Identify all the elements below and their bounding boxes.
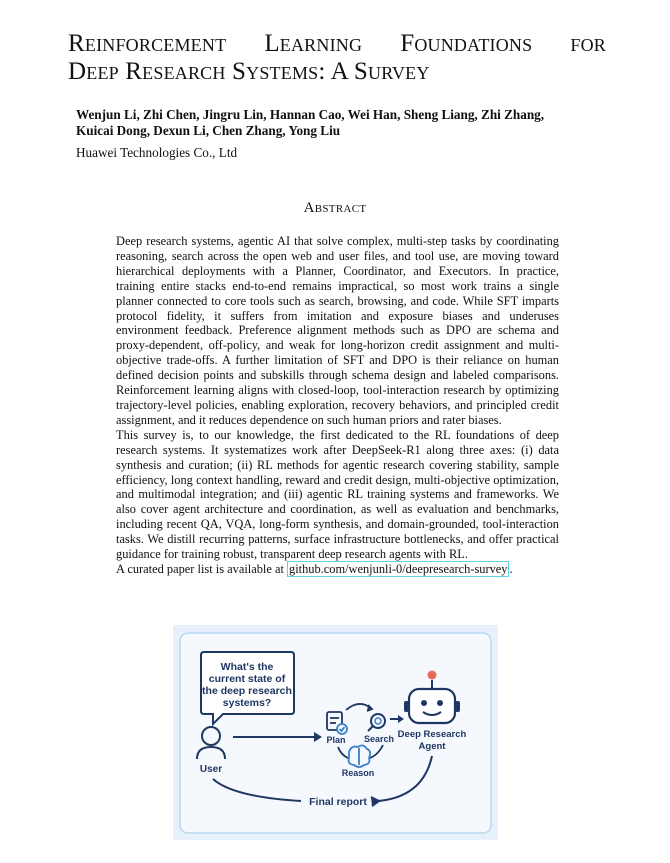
paper-title xyxy=(68,30,606,86)
final-report-label: Final report xyxy=(309,796,367,808)
user-label: User xyxy=(199,764,223,775)
title-word: Reinforcement xyxy=(68,30,227,57)
title-word: Learning xyxy=(264,30,363,57)
abstract-body xyxy=(116,234,559,577)
overview-figure-svg xyxy=(173,625,498,840)
title-word: for xyxy=(570,30,606,57)
abstract-paragraph-3 xyxy=(116,562,559,577)
agent-label-1: Deep Research xyxy=(397,729,467,740)
question-bubble xyxy=(201,652,294,724)
bubble-text-1: What's the xyxy=(220,661,274,673)
search-label: Search xyxy=(363,734,395,744)
plan-label: Plan xyxy=(326,735,346,745)
reason-label: Reason xyxy=(341,768,375,778)
repo-suffix: . xyxy=(509,561,513,576)
author-list xyxy=(76,107,566,139)
title-word: Foundations xyxy=(400,30,533,57)
title-line-1 xyxy=(68,30,606,58)
authors-line-2: Kuicai Dong, Dexun Li, Chen Zhang, Yong Liu xyxy=(76,123,341,138)
affiliation: Huawei Technologies Co., Ltd xyxy=(76,145,238,160)
bubble-text-3: the deep research xyxy=(202,685,292,697)
abstract-heading: Abstract xyxy=(303,200,367,216)
abstract-paragraph-1: Deep research systems, agentic AI that solve complex, multi-step tasks by coordinating reasoning, search across the open web and user files, and tool use, are moving toward hierarchical deployments with a Planner, Coordinator, and Executors. In practice, training entire stacks end-to-end remains impractical, so most work trains a single planner connected to core tools such as search, browsing, and code. While SFT imparts protocol fidelity, it suffers from imitation and exposure biases and underuses environment feedback. Preference alignment methods such as DPO are schema and proxy-dependent, off-policy, and weak for long-horizon credit assignment and multi-objective trade-offs. A further limitation of SFT and DPO is their reliance on human defined decision points and subskills through schema design and labeled comparisons. Reinforcement learning aligns with closed-loop, tool-interaction research by optimizing trajectory-level policies, enabling exploration, recovery behaviors, and principled credit assignment, and it reduces dependence on such human priors and rater biases. xyxy=(116,234,559,427)
repo-link[interactable]: github.com/wenjunli-0/deepresearch-survey xyxy=(289,561,508,576)
abstract-paragraph-2: This survey is, to our knowledge, the first dedicated to the RL foundations of deep research systems. It systematizes work after DeepSeek-R1 along three axes: (i) data synthesis and curation; (ii) RL methods for agentic research covering stability, sample efficiency, long context handling, reward and credit design, multi-objective optimization, and multimodal integration; and (iii) agentic RL training systems and frameworks. We also cover agent architecture and coordination, as well as evaluation and benchmarks, including recent QA, VQA, long-form synthesis, and domain-grounded, tool-interaction tasks. We distill recurring patterns, surface infrastructure bottlenecks, and offer practical guidance for training robust, transparent deep research agents with RL. xyxy=(116,427,559,562)
bubble-text-2: current state of xyxy=(208,673,286,685)
title-line-2: Deep Research Systems: A Survey xyxy=(68,58,430,85)
overview-figure xyxy=(173,625,498,840)
agent-label-2: Agent xyxy=(418,741,446,752)
bubble-text-4: systems? xyxy=(222,697,272,709)
repo-prefix: A curated paper list is available at xyxy=(116,561,287,576)
authors-line-1: Wenjun Li, Zhi Chen, Jingru Lin, Hannan Cao, Wei Han, Sheng Liang, Zhi Zhang, xyxy=(76,107,545,122)
